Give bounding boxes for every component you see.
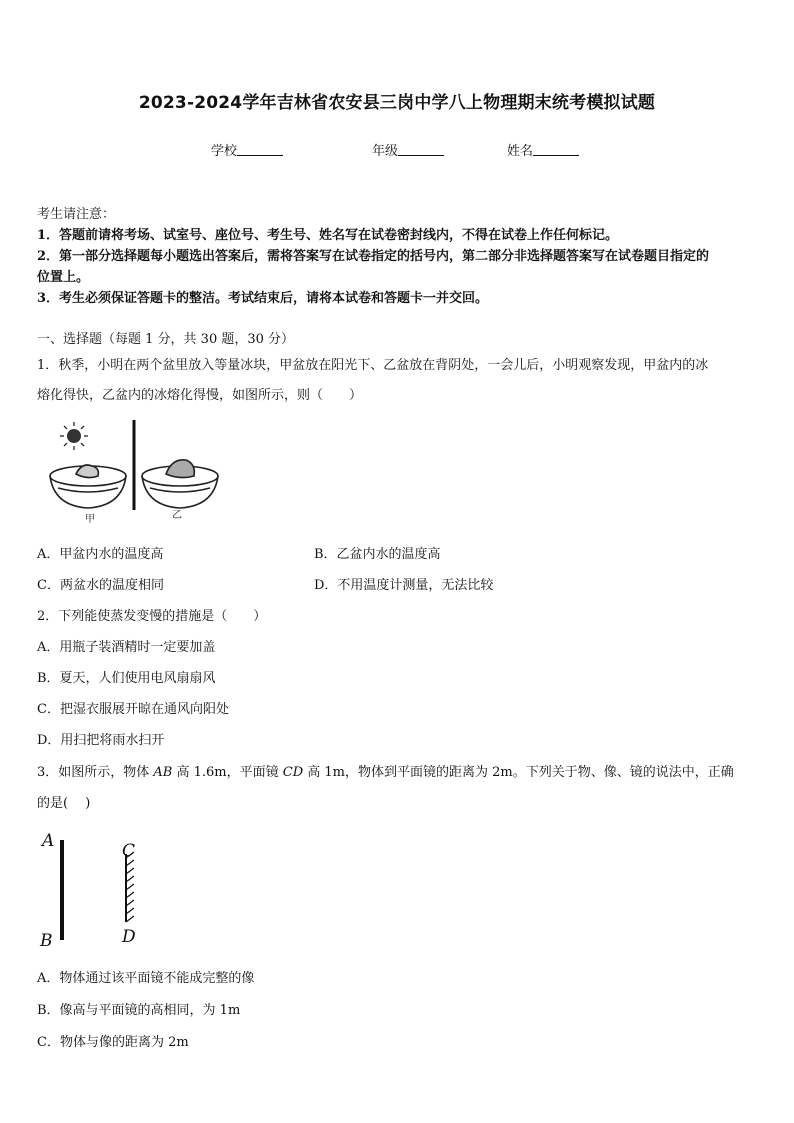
mirror-hatching <box>126 852 134 922</box>
q2-option-c[interactable]: C．把湿衣服展开晾在通风向阳处 <box>37 702 229 717</box>
q3-stem-part1: 3．如图所示，物体 <box>37 765 154 780</box>
label-c: C <box>122 841 136 861</box>
q3-option-c[interactable]: C．物体与像的距离为 2m <box>37 1035 189 1050</box>
name-label: 姓名 <box>507 144 534 159</box>
label-d: D <box>122 927 136 947</box>
label-jia: 甲 <box>85 514 95 525</box>
q3-ab: AB <box>153 765 173 780</box>
grade-label: 年级 <box>372 144 399 159</box>
q1-stem-line1: 1．秋季，小明在两个盆里放入等量冰块，甲盆放在阳光下、乙盆放在背阴处，一会儿后，小明观察发现，甲盆内的冰 <box>37 358 709 373</box>
notice-item-3: 3．考生必须保证答题卡的整洁。考试结束后，请将本试卷和答题卡一并交回。 <box>37 291 489 306</box>
notice-item-1: 1．答题前请将考场、试室号、座位号、考生号、姓名写在试卷密封线内，不得在试卷上作任何标记。 <box>37 228 619 243</box>
q3-figure <box>38 828 148 952</box>
q3-stem-part2: 高 1.6m，平面镜 <box>172 765 283 780</box>
q2-stem: 2．下列能使蒸发变慢的措施是（ ） <box>37 609 267 624</box>
q1-option-c[interactable]: C．两盆水的温度相同 <box>37 578 164 593</box>
q3-stem-line2: 的是( ) <box>37 796 91 811</box>
q1-option-b[interactable]: B．乙盆内水的温度高 <box>314 547 441 562</box>
notice-item-2: 2．第一部分选择题每小题选出答案后，需将答案写在试卷指定的括号内，第二部分非选择题答案写在试卷题目指定的 <box>37 249 710 264</box>
q1-option-a[interactable]: A．甲盆内水的温度高 <box>37 547 164 562</box>
q3-stem-line1 <box>37 761 734 780</box>
q3-cd: CD <box>282 765 304 780</box>
q1-stem-line2: 熔化得快，乙盆内的冰熔化得慢，如图所示，则（ ） <box>37 388 363 403</box>
name-blank[interactable] <box>533 143 579 156</box>
school-field <box>211 140 283 159</box>
grade-blank[interactable] <box>398 143 444 156</box>
basin-yi <box>142 460 218 508</box>
name-field <box>507 140 579 159</box>
school-blank[interactable] <box>237 143 283 156</box>
q3-stem-part3: 高 1m，物体到平面镜的距离为 2m。下列关于物、像、镜的说法中，正确 <box>303 765 734 780</box>
school-label: 学校 <box>211 144 238 159</box>
notice-heading: 考生请注意： <box>37 207 116 222</box>
label-b: B <box>40 931 53 951</box>
q2-option-d[interactable]: D．用扫把将雨水扫开 <box>37 733 165 748</box>
basin-jia <box>50 465 126 508</box>
grade-field <box>372 140 444 159</box>
q2-option-a[interactable]: A．用瓶子装酒精时一定要加盖 <box>37 640 216 655</box>
sun-icon <box>60 422 88 450</box>
label-yi: 乙 <box>172 510 182 521</box>
q3-option-b[interactable]: B．像高与平面镜的高相同，为 1m <box>37 1003 241 1018</box>
section-heading: 一、选择题（每题 1 分，共 30 题，30 分） <box>37 332 295 347</box>
q3-option-a[interactable]: A．物体通过该平面镜不能成完整的像 <box>37 971 255 986</box>
page-title: 2023-2024学年吉林省农安县三岗中学八上物理期末统考模拟试题 <box>138 93 656 113</box>
notice-item-2-cont: 位置上。 <box>37 270 90 285</box>
q1-figure <box>38 418 260 526</box>
q1-option-d[interactable]: D．不用温度计测量，无法比较 <box>314 578 494 593</box>
q2-option-b[interactable]: B．夏天，人们使用电风扇扇风 <box>37 671 216 686</box>
label-a: A <box>42 831 55 851</box>
